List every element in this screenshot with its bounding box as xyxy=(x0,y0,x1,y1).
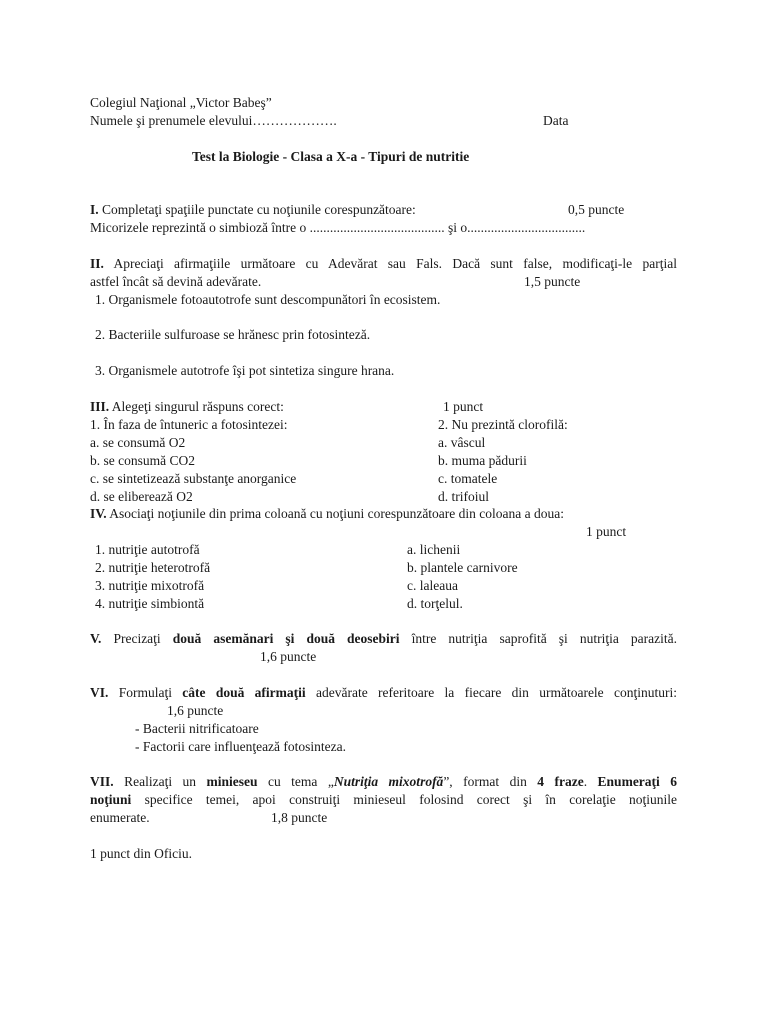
section-7-line-2: noţiuni specifice temei, apoi construiţi minieseul folosind corect şi în corelaţie noţiunile xyxy=(90,792,677,807)
date-label: Data xyxy=(543,113,569,128)
test-title: Test la Biologie - Clasa a X-a - Tipuri de nutritie xyxy=(192,149,470,164)
question-2-option-a: a. vâscul xyxy=(438,435,486,450)
student-name-line: Numele şi prenumele elevului………………. xyxy=(90,113,337,128)
section-2-points: 1,5 puncte xyxy=(524,274,581,289)
section-3-heading xyxy=(90,398,284,416)
section-7-heading: VII. Realizaţi un minieseu cu tema „Nutriţia mixotrofă”, format din 4 fraze. Enumeraţi 6 xyxy=(90,774,677,789)
section-2-number: II. xyxy=(90,256,104,271)
section-5-points: 1,6 puncte xyxy=(260,649,317,664)
section-4-instruction: Asociaţi noţiunile din prima coloană cu noţiuni corespunzătoare din coloana a doua: xyxy=(106,506,564,521)
section-6-heading: VI. Formulaţi câte două afirmaţii adevărate referitoare la fiecare din următoarele conţinuturi: xyxy=(90,685,677,700)
question-2-option-d: d. trifoiul xyxy=(438,489,489,504)
question-2-stem: 2. Nu prezintă clorofilă: xyxy=(438,417,568,432)
section-3-number: III. xyxy=(90,399,110,414)
section-6-points: 1,6 puncte xyxy=(167,703,224,718)
section-2-instruction: Apreciaţi afirmaţiile următoare cu Adevărat sau Fals. Dacă sunt false, modificaţi-le parţial xyxy=(103,256,677,271)
match-right-d: d. torţelul. xyxy=(407,596,463,611)
match-right-c: c. laleaua xyxy=(407,578,458,593)
match-left-3: 3. nutriţie mixotrofă xyxy=(95,578,205,593)
question-2-option-c: c. tomatele xyxy=(438,471,498,486)
section-3-instruction: Alegeţi singurul răspuns corect: xyxy=(109,399,284,414)
section-2-item-1: 1. Organismele fotoautotrofe sunt descompunători în ecosistem. xyxy=(95,292,441,307)
match-right-b: b. plantele carnivore xyxy=(407,560,518,575)
question-1-stem: 1. În faza de întuneric a fotosintezei: xyxy=(90,417,288,432)
section-2-instruction-cont: astfel încât să devină adevărate. xyxy=(90,274,262,289)
section-1-instruction: Completaţi spaţiile punctate cu noţiunile corespunzătoare: xyxy=(98,202,416,217)
section-6-number: VI. xyxy=(90,685,109,700)
section-6-item-1: - Bacterii nitrificatoare xyxy=(135,721,259,736)
question-2-option-b: b. muma pădurii xyxy=(438,453,527,468)
section-2-heading xyxy=(90,255,677,273)
section-5-number: V. xyxy=(90,631,102,646)
match-left-4: 4. nutriţie simbiontă xyxy=(95,596,205,611)
section-3-points: 1 punct xyxy=(443,399,484,414)
question-1-option-c: c. se sintetizează substanţe anorganice xyxy=(90,471,297,486)
section-7-points: 1,8 puncte xyxy=(271,810,328,825)
section-7-line-3: enumerate. xyxy=(90,810,150,825)
section-4-points: 1 punct xyxy=(586,524,627,539)
section-1-fill-line: Micorizele reprezintă o simbioză între o ........................................ şi o................................... xyxy=(90,220,586,235)
oficiu-points: 1 punct din Oficiu. xyxy=(90,846,192,861)
match-right-a: a. lichenii xyxy=(407,542,461,557)
section-7-number: VII. xyxy=(90,774,114,789)
essay-theme: Nutriţia mixotrofă xyxy=(333,774,444,789)
section-5-heading: V. Precizaţi două asemănari şi două deosebiri între nutriţia saprofită şi nutriţia parazită. xyxy=(90,631,677,646)
section-4-number: IV. xyxy=(90,506,107,521)
question-1-option-a: a. se consumă O2 xyxy=(90,435,186,450)
section-1-points: 0,5 puncte xyxy=(568,202,625,217)
section-6-item-2: - Factorii care influenţează fotosinteza. xyxy=(135,739,347,754)
match-left-2: 2. nutriţie heterotrofă xyxy=(95,560,211,575)
section-1-heading xyxy=(90,201,416,219)
section-4-heading xyxy=(90,505,564,523)
match-left-1: 1. nutriţie autotrofă xyxy=(95,542,200,557)
section-2-item-2: 2. Bacteriile sulfuroase se hrănesc prin fotosinteză. xyxy=(95,327,371,342)
school-name: Colegiul Naţional „Victor Babeş” xyxy=(90,95,272,110)
section-1-number: I. xyxy=(90,202,99,217)
section-2-item-3: 3. Organismele autotrofe îşi pot sintetiza singure hrana. xyxy=(95,363,395,378)
section-6-emphasis: câte două afirmaţii xyxy=(182,685,306,700)
question-1-option-b: b. se consumă CO2 xyxy=(90,453,195,468)
question-1-option-d: d. se eliberează O2 xyxy=(90,489,193,504)
section-5-emphasis: două asemănari şi două deosebiri xyxy=(172,631,400,646)
